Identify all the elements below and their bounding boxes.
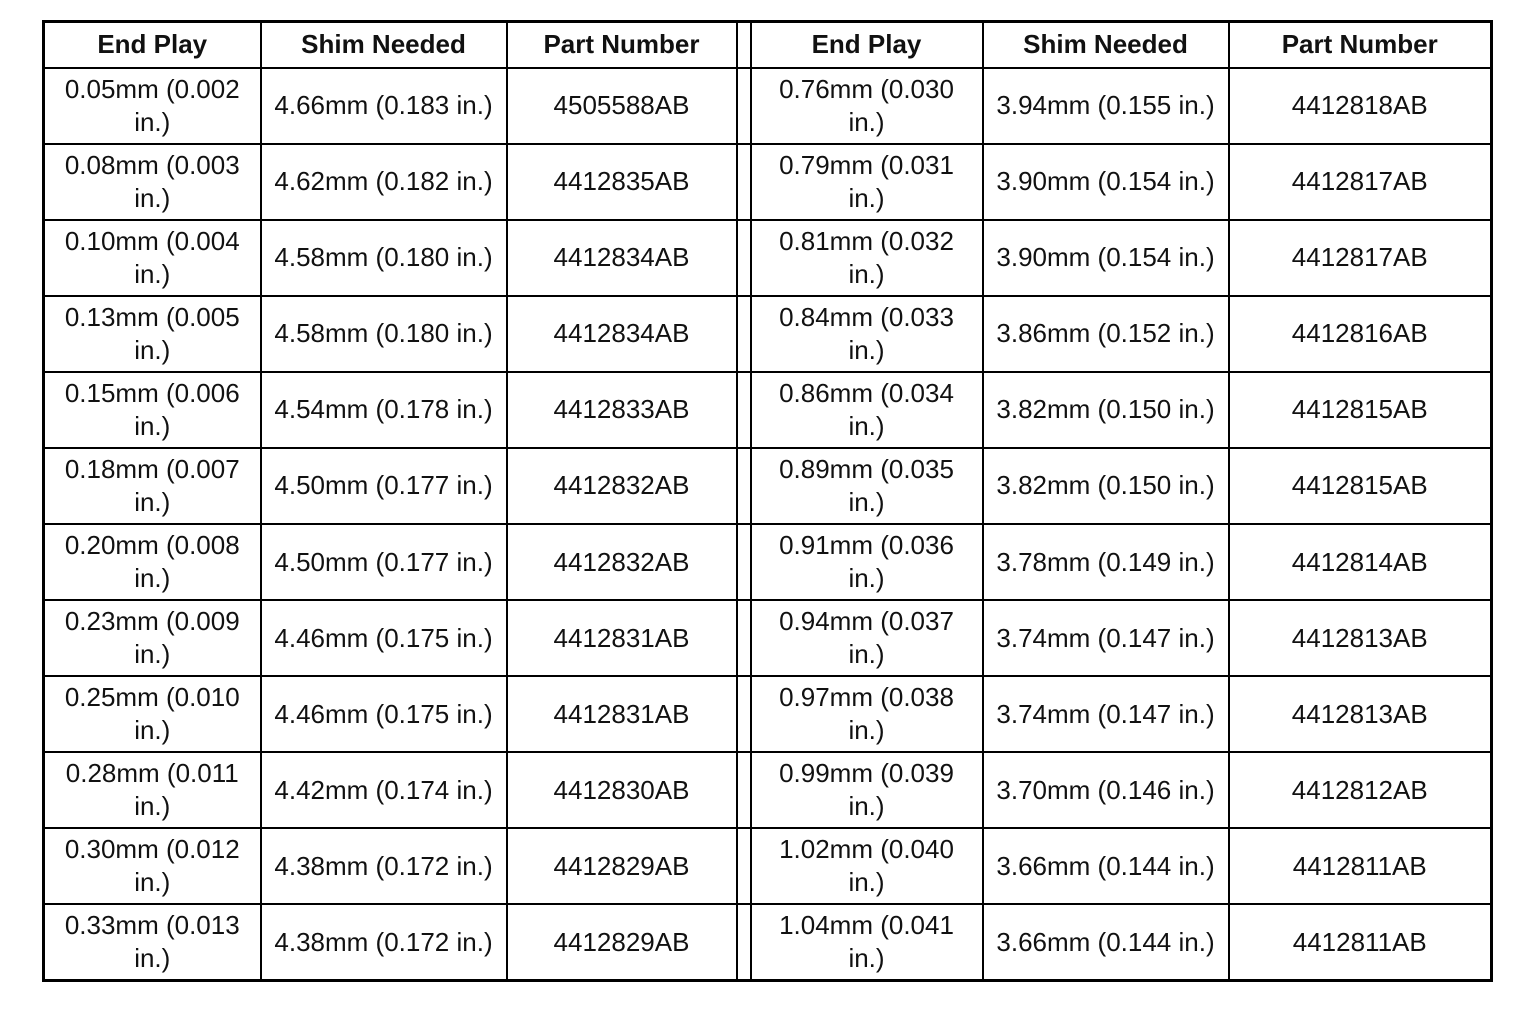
table-body: [44, 68, 1492, 981]
end-play-cell: 0.13mm (0.005 in.): [44, 296, 261, 372]
part-number-cell: 4412811AB: [1229, 828, 1492, 904]
column-separator: [737, 600, 751, 676]
shim-needed-cell: 3.82mm (0.150 in.): [983, 372, 1229, 448]
shim-needed-cell: 4.58mm (0.180 in.): [261, 296, 507, 372]
part-number-cell: 4412811AB: [1229, 904, 1492, 980]
column-separator: [737, 372, 751, 448]
header-part-number-2: Part Number: [1229, 22, 1492, 68]
part-number-cell: 4412817AB: [1229, 144, 1492, 220]
part-number-cell: 4412832AB: [507, 448, 737, 524]
column-separator: [737, 220, 751, 296]
end-play-cell: 0.20mm (0.008 in.): [44, 524, 261, 600]
header-part-number: Part Number: [507, 22, 737, 68]
end-play-cell: 0.97mm (0.038 in.): [751, 676, 983, 752]
end-play-cell: 0.08mm (0.003 in.): [44, 144, 261, 220]
table-row: [44, 904, 1492, 980]
end-play-cell: 0.79mm (0.031 in.): [751, 144, 983, 220]
header-end-play: End Play: [44, 22, 261, 68]
part-number-cell: 4412815AB: [1229, 372, 1492, 448]
column-separator: [737, 524, 751, 600]
end-play-cell: 0.81mm (0.032 in.): [751, 220, 983, 296]
part-number-cell: 4412816AB: [1229, 296, 1492, 372]
shim-needed-cell: 4.58mm (0.180 in.): [261, 220, 507, 296]
end-play-cell: 0.30mm (0.012 in.): [44, 828, 261, 904]
table-row: [44, 448, 1492, 524]
column-separator: [737, 904, 751, 980]
shim-needed-cell: 3.86mm (0.152 in.): [983, 296, 1229, 372]
header-row: [44, 22, 1492, 68]
end-play-cell: 0.76mm (0.030 in.): [751, 68, 983, 144]
header-shim-needed: Shim Needed: [261, 22, 507, 68]
end-play-cell: 0.05mm (0.002 in.): [44, 68, 261, 144]
part-number-cell: 4412818AB: [1229, 68, 1492, 144]
shim-needed-cell: 3.90mm (0.154 in.): [983, 220, 1229, 296]
shim-needed-cell: 3.66mm (0.144 in.): [983, 904, 1229, 980]
end-play-cell: 1.04mm (0.041 in.): [751, 904, 983, 980]
table-row: [44, 68, 1492, 144]
end-play-cell: 0.86mm (0.034 in.): [751, 372, 983, 448]
column-separator: [737, 676, 751, 752]
shim-needed-cell: 4.38mm (0.172 in.): [261, 904, 507, 980]
shim-needed-cell: 3.90mm (0.154 in.): [983, 144, 1229, 220]
shim-needed-cell: 3.78mm (0.149 in.): [983, 524, 1229, 600]
shim-needed-cell: 4.50mm (0.177 in.): [261, 524, 507, 600]
shim-needed-cell: 4.66mm (0.183 in.): [261, 68, 507, 144]
end-play-cell: 0.84mm (0.033 in.): [751, 296, 983, 372]
part-number-cell: 4412830AB: [507, 752, 737, 828]
part-number-cell: 4412815AB: [1229, 448, 1492, 524]
shim-needed-cell: 3.66mm (0.144 in.): [983, 828, 1229, 904]
part-number-cell: 4412835AB: [507, 144, 737, 220]
shim-needed-cell: 3.74mm (0.147 in.): [983, 676, 1229, 752]
shim-needed-cell: 3.70mm (0.146 in.): [983, 752, 1229, 828]
table-row: [44, 828, 1492, 904]
shim-needed-cell: 4.38mm (0.172 in.): [261, 828, 507, 904]
end-play-cell: 0.23mm (0.009 in.): [44, 600, 261, 676]
column-separator: [737, 448, 751, 524]
shim-needed-cell: 3.74mm (0.147 in.): [983, 600, 1229, 676]
column-separator: [737, 828, 751, 904]
table-row: [44, 676, 1492, 752]
end-play-cell: 1.02mm (0.040 in.): [751, 828, 983, 904]
shim-needed-cell: 3.82mm (0.150 in.): [983, 448, 1229, 524]
table-row: [44, 372, 1492, 448]
part-number-cell: 4412814AB: [1229, 524, 1492, 600]
part-number-cell: 4505588AB: [507, 68, 737, 144]
part-number-cell: 4412813AB: [1229, 676, 1492, 752]
end-play-cell: 0.28mm (0.011 in.): [44, 752, 261, 828]
shim-needed-cell: 4.46mm (0.175 in.): [261, 676, 507, 752]
end-play-cell: 0.33mm (0.013 in.): [44, 904, 261, 980]
shim-needed-cell: 4.42mm (0.174 in.): [261, 752, 507, 828]
table-row: [44, 524, 1492, 600]
column-separator: [737, 296, 751, 372]
end-play-cell: 0.18mm (0.007 in.): [44, 448, 261, 524]
end-play-cell: 0.25mm (0.010 in.): [44, 676, 261, 752]
part-number-cell: 4412833AB: [507, 372, 737, 448]
end-play-cell: 0.89mm (0.035 in.): [751, 448, 983, 524]
header-shim-needed-2: Shim Needed: [983, 22, 1229, 68]
end-play-cell: 0.91mm (0.036 in.): [751, 524, 983, 600]
shim-needed-cell: 4.54mm (0.178 in.): [261, 372, 507, 448]
shim-needed-cell: 4.50mm (0.177 in.): [261, 448, 507, 524]
end-play-cell: 0.15mm (0.006 in.): [44, 372, 261, 448]
part-number-cell: 4412813AB: [1229, 600, 1492, 676]
table-row: [44, 144, 1492, 220]
part-number-cell: 4412829AB: [507, 828, 737, 904]
part-number-cell: 4412834AB: [507, 220, 737, 296]
shim-selection-table: [42, 20, 1493, 982]
end-play-cell: 0.10mm (0.004 in.): [44, 220, 261, 296]
part-number-cell: 4412817AB: [1229, 220, 1492, 296]
part-number-cell: 4412834AB: [507, 296, 737, 372]
shim-needed-cell: 3.94mm (0.155 in.): [983, 68, 1229, 144]
column-separator: [737, 144, 751, 220]
shim-needed-cell: 4.46mm (0.175 in.): [261, 600, 507, 676]
end-play-cell: 0.94mm (0.037 in.): [751, 600, 983, 676]
header-end-play-2: End Play: [751, 22, 983, 68]
part-number-cell: 4412812AB: [1229, 752, 1492, 828]
end-play-cell: 0.99mm (0.039 in.): [751, 752, 983, 828]
part-number-cell: 4412831AB: [507, 676, 737, 752]
part-number-cell: 4412832AB: [507, 524, 737, 600]
table-row: [44, 296, 1492, 372]
column-separator: [737, 68, 751, 144]
table-row: [44, 752, 1492, 828]
table-row: [44, 220, 1492, 296]
column-separator: [737, 22, 751, 68]
part-number-cell: 4412829AB: [507, 904, 737, 980]
part-number-cell: 4412831AB: [507, 600, 737, 676]
table-row: [44, 600, 1492, 676]
shim-needed-cell: 4.62mm (0.182 in.): [261, 144, 507, 220]
column-separator: [737, 752, 751, 828]
